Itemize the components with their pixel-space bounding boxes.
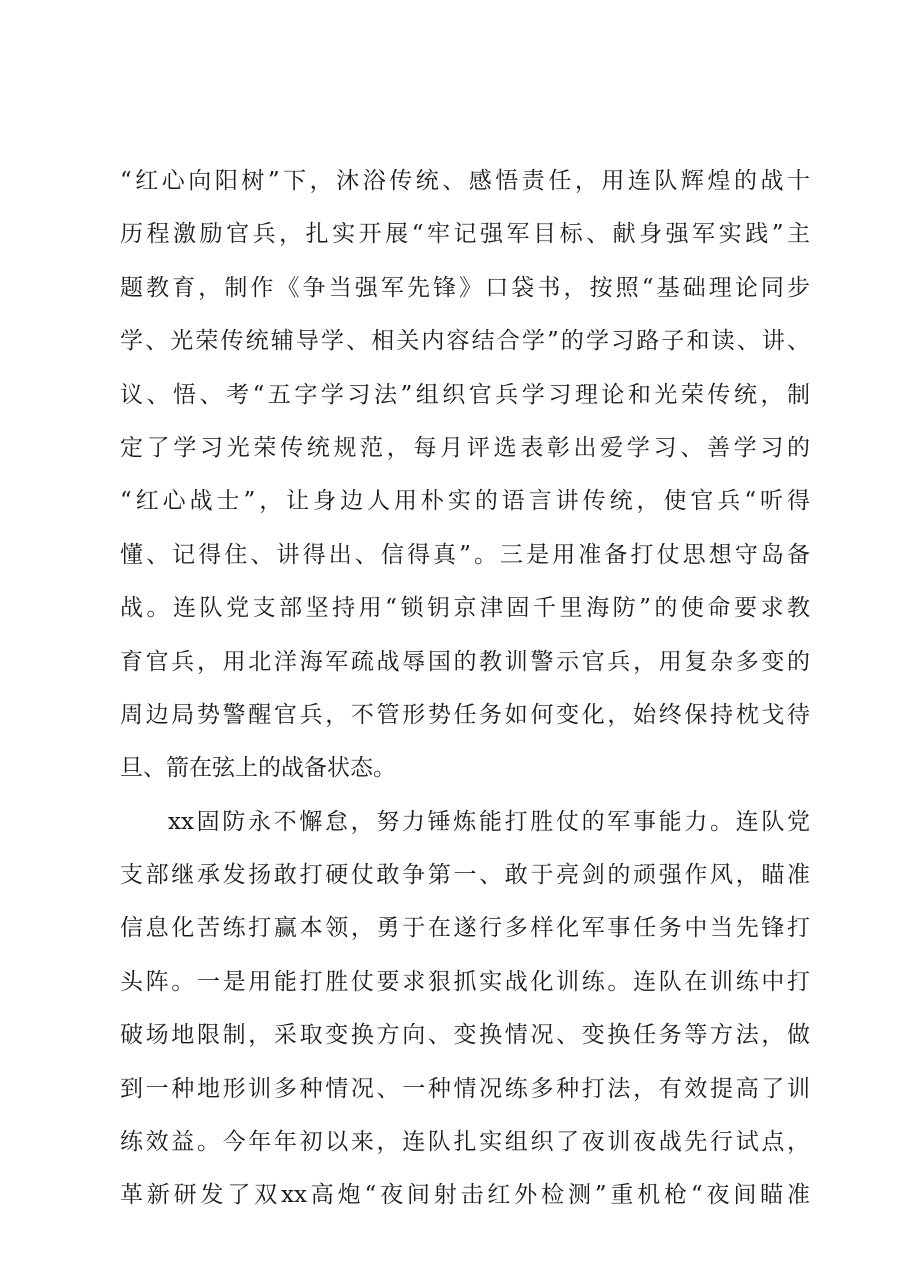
text-line: 题教育，制作《争当强军先锋》口袋书，按照“基础理论同步 [120,274,810,301]
text-line: 革新研发了双xx高炮“夜间射击红外检测”重机枪“夜间瞄准 [120,1182,810,1209]
text-line: 破场地限制，采取变换方向、变换情况、变换任务等方法，做 [120,1022,810,1049]
text-line: “红心向阳树”下，沐浴传统、感悟责任，用连队辉煌的战十 [120,168,810,194]
text-line: 旦、箭在弦上的战备状态。 [120,755,396,782]
text-line: 懂、记得住、讲得出、信得真”。三是用准备打仗思想守岛备 [120,541,810,568]
text-line: 支部继承发扬敢打硬仗敢争第一、敢于亮剑的顽强作风，瞄准 [120,862,810,889]
paragraph-2 [120,796,810,1223]
paragraph-1 [120,155,810,796]
text-line: “红心战士”，让身边人用朴实的语言讲传统，使官兵“听得 [120,488,810,515]
text-line: xx固防永不懈怠，努力锤炼能打胜仗的军事能力。连队党 [168,808,810,835]
text-line: 育官兵，用北洋海军疏战辱国的教训警示官兵，用复杂多变的 [120,648,810,675]
text-line: 头阵。一是用能打胜仗要求狠抓实战化训练。连队在训练中打 [120,968,810,995]
text-line: 信息化苦练打赢本领，勇于在遂行多样化军事任务中当先锋打 [120,915,810,942]
text-line: 学、光荣传统辅导学、相关内容结合学”的学习路子和读、讲、 [120,328,810,355]
body-text [120,155,810,1223]
text-line: 练效益。今年年初以来，连队扎实组织了夜训夜战先行试点， [120,1129,810,1156]
text-line: 定了学习光荣传统规范，每月评选表彰出爱学习、善学习的 [120,434,810,461]
text-line: 议、悟、考“五字学习法”组织官兵学习理论和光荣传统，制 [120,381,810,408]
text-line: 周边局势警醒官兵，不管形势任务如何变化，始终保持枕戈待 [120,701,810,728]
text-line: 历程激励官兵，扎实开展“牢记强军目标、献身强军实践”主 [120,221,810,248]
text-line: 战。连队党支部坚持用“锁钥京津固千里海防”的使命要求教 [120,595,810,622]
text-line: 到一种地形训多种情况、一种情况练多种打法，有效提高了训 [120,1075,810,1102]
